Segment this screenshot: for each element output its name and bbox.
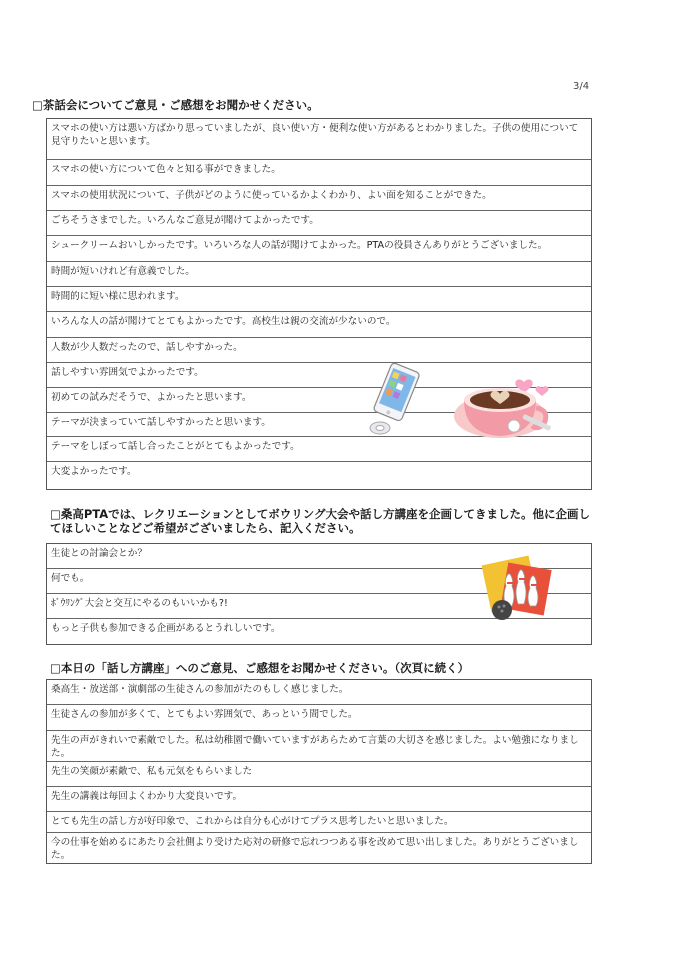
section-title-speaking-seminar: □本日の「話し方講座」へのご意見、ご感想をお聞かせください。（次頁に続く） [50, 661, 470, 675]
table-row: 時間が短いけれど有意義でした。 [47, 262, 591, 287]
table-row: シュークリームおいしかったです。いろいろな人の話が聞けてよかった。PTAの役員さんありがとうございました。 [47, 236, 591, 262]
table-row: スマホの使用状況について、子供がどのように使っているかよくわかり、よい面を知ることができた。 [47, 186, 591, 211]
page-number: 3/4 [573, 81, 590, 92]
speaking-seminar-comments-table [46, 679, 592, 864]
table-row: 何でも。 [47, 569, 591, 594]
table-row: 人数が少人数だったので、話しやすかった。 [47, 338, 591, 363]
table-row: 桑高生・放送部・演劇部の生徒さんの参加がたのもしく感じました。 [47, 680, 591, 705]
table-row: 今の仕事を始めるにあたり会社側より受けた応対の研修で忘れつつある事を改めて思い出しました。ありがとうございました。 [51, 837, 579, 861]
table-row: 先生の声がきれいで素敵でした。私は幼稚園で働いていますがあらためて言葉の大切さを感じました。よい勉強になりました。 [47, 731, 591, 762]
table-row: 先生の講義は毎回よくわかり大変良いです。 [47, 787, 591, 812]
table-row: 話しやすい雰囲気でよかったです。 [47, 363, 591, 388]
table-row: 初めての試みだそうで、よかったと思います。 [47, 388, 591, 413]
table-row: 生徒さんの参加が多くて、とてもよい雰囲気で、あっという間でした。 [47, 705, 591, 731]
section-title-pta-events: □桑高PTAでは、レクリエーションとしてボウリング大会や話し方講座を企画してきました。他に企画してほしいことなどご希望がございましたら、記入ください。 [50, 507, 590, 535]
smartphone-illustration [362, 360, 424, 438]
table-row: テーマをしぼって話し合ったことがとてもよかったです。 [47, 437, 591, 462]
table-row: ごちそうさまでした。いろんなご意見が聞けてよかったです。 [47, 211, 591, 236]
table-row: テーマが決まっていて話しやすかったと思います。 [47, 413, 591, 437]
table-row: 時間的に短い様に思われます。 [47, 287, 591, 312]
coffee-cup-illustration [452, 368, 572, 448]
table-row: ﾎﾞｳﾘﾝｸﾞ大会と交互にやるのもいいかも?! [47, 594, 591, 619]
table-row: 大変よかったです。 [51, 466, 137, 477]
table-row: 生徒との討論会とか？ [47, 544, 591, 569]
table-row: スマホの使い方は悪い方ばかり思っていましたが、良い使い方・便利な使い方があるとわかりました。子供の使用について見守りたいと思います。 [47, 119, 591, 160]
table-row: もっと子供も参加できる企画があるとうれしいです。 [51, 623, 281, 634]
table-row: とても先生の話し方が好印象で、これからは自分も心がけてプラス思考したいと思いました。 [47, 812, 591, 833]
section-title-tea-party: □茶話会についてご意見・ご感想をお聞かせください。 [32, 98, 319, 112]
table-row: 先生の笑顔が素敵で、私も元気をもらいました [47, 762, 591, 787]
table-row: スマホの使い方について色々と知る事ができました。 [47, 160, 591, 186]
table-row: いろんな人の話が聞けてとてもよかったです。高校生は親の交流が少ないので。 [47, 312, 591, 338]
bowling-illustration [480, 552, 554, 626]
